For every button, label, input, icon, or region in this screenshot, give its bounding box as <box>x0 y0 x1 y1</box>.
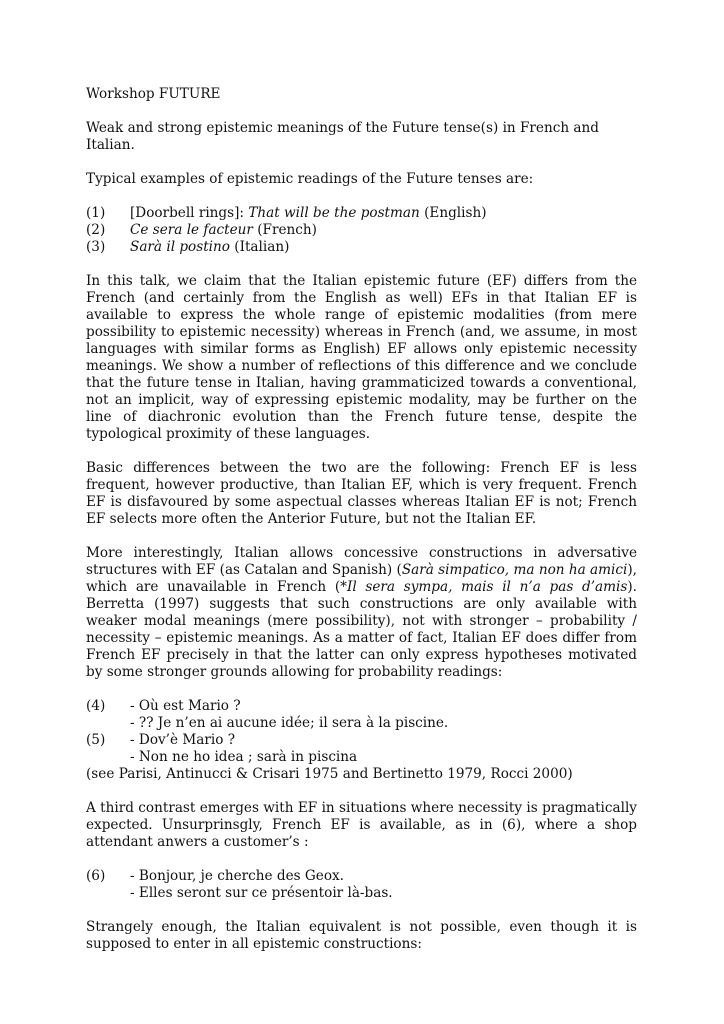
example-line: - Non ne ho idea ; sarà in piscina <box>130 749 358 765</box>
example-text: (French) <box>252 222 317 238</box>
para3-italic: Sarà simpatico, ma non ha amici <box>401 562 628 578</box>
example-line: - ?? Je n’en ai aucune idée; il sera à la piscine. <box>130 715 449 731</box>
example-1 <box>86 205 637 222</box>
example-5 <box>86 732 637 749</box>
para3-italic: *Il sera sympa, mais il n’a pas d’amis <box>340 579 628 595</box>
example-text: (Italian) <box>229 239 290 255</box>
example-6-block <box>86 868 637 902</box>
example-4 <box>86 698 637 715</box>
example-line: - Elles seront sur ce présentoir là-bas. <box>130 885 393 901</box>
paragraph-5: Strangely enough, the Italian equivalent is not possible, even though it is supposed to enter in all epistemic constructions: <box>86 919 637 952</box>
paragraph-2: Basic differences between the two are the following: French EF is less frequent, however productive, than Italian EF, which is very frequent. French EF is disfavoured by some aspectual classes whereas Italian EF is not; French EF selects more often the Anterior Future, but not the Italian EF. <box>86 460 637 527</box>
example-number: (5) <box>86 732 106 748</box>
example-3 <box>86 239 637 256</box>
example-6 <box>86 868 637 885</box>
reference-line: (see Parisi, Antinucci & Crisari 1975 and Bertinetto 1979, Rocci 2000) <box>86 766 573 782</box>
example-number: (6) <box>86 868 106 884</box>
paragraph-1: In this talk, we claim that the Italian epistemic future (EF) differs from the French (and certainly from the English as well) EFs in that Italian EF is available to express the whole range of epistemic modalities (from mere possibility to epistemic necessity) whereas in French (and, we assume, in most languages with similar forms as English) EF allows only epistemic necessity meanings. We show a number of reflections of this difference and we conclude that the future tense in Italian, having grammaticized towards a conventional, not an implicit, way of expressing epistemic modality, may be further on the line of diachronic evolution than the French future tense, despite the typological proximity of these languages. <box>86 273 637 442</box>
doc-title: Workshop FUTURE <box>86 86 221 102</box>
doc-subtitle: Weak and strong epistemic meanings of the Future tense(s) in French and Italian. <box>86 120 599 153</box>
example-italic: Sarà il postino <box>130 239 230 255</box>
examples-1-3 <box>86 205 637 256</box>
example-italic: That will be the postman <box>248 205 420 221</box>
example-italic: Ce sera le facteur <box>130 222 253 238</box>
examples-4-5 <box>86 698 637 783</box>
paragraph-4: A third contrast emerges with EF in situations where necessity is pragmatically expected. Unsurprinsgly, French EF is available, as in (6), where a shop attendant anwers a customer’s : <box>86 800 637 850</box>
example-number: (3) <box>86 239 106 255</box>
example-number: (2) <box>86 222 106 238</box>
para3-text: More interestingly, Italian allows concessive constructions in adversative structures with EF (as Catalan and Spanish) ( <box>86 545 637 578</box>
example-line: - Où est Mario ? <box>130 698 241 714</box>
para3-text: ). Berretta (1997) suggests that such constructions are only available with weaker modal meanings (mere possibility), not with stronger – probability / necessity – epistemic meanings. As a matter of fact, Italian EF does differ from French EF precisely in that the latter can only express hypotheses motivated by some stronger grounds allowing for probability readings: <box>86 579 637 680</box>
intro-line: Typical examples of epistemic readings of the Future tenses are: <box>86 171 534 187</box>
example-text: [Doorbell rings]: <box>130 205 249 221</box>
paragraph-3 <box>86 545 637 681</box>
example-number: (4) <box>86 698 106 714</box>
example-line: - Bonjour, je cherche des Geox. <box>130 868 344 884</box>
document-body <box>86 86 637 953</box>
example-text: (English) <box>419 205 487 221</box>
example-line: - Dov’è Mario ? <box>130 732 236 748</box>
example-number: (1) <box>86 205 106 221</box>
para3-text: ), which are unavailable in French ( <box>86 562 637 595</box>
example-2 <box>86 222 637 239</box>
